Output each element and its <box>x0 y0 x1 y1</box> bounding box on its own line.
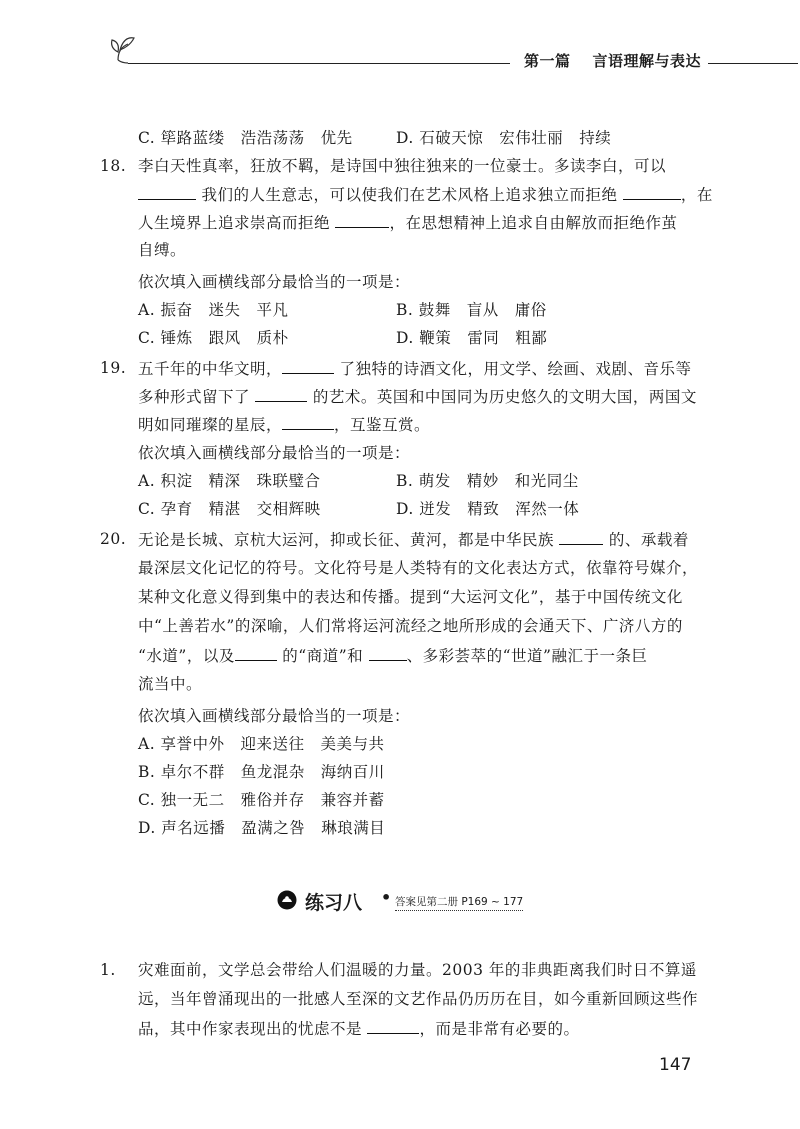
q20-text: 、多彩荟萃的“世道”融汇于一条巨 <box>406 647 648 665</box>
header-rule-left <box>128 63 510 64</box>
answer-blank <box>138 184 196 200</box>
q19-text: 多种形式留下了 <box>138 388 251 406</box>
exercise-separator: • <box>381 888 392 907</box>
q19-option-d: D. 迸发 精致 浑然一体 <box>396 500 580 518</box>
q18-text: 人生境界上追求崇高而拒绝 <box>138 214 331 232</box>
answer-blank <box>559 529 603 545</box>
q18-option-a: A. 振奋 迷失 平凡 <box>138 301 289 319</box>
q19-number: 19. <box>100 359 127 377</box>
q19-option-c: C. 孕育 精湛 交相辉映 <box>138 500 321 518</box>
q18-text: 我们的人生意志，可以使我们在艺术风格上追求独立而拒绝 <box>201 186 618 204</box>
q18-text: 李白天性真率，狂放不羁，是诗国中独往独来的一位豪士。多读李白，可以 <box>138 157 667 175</box>
q20-text: 中“上善若水”的深喻，人们常将运河流经之地所形成的会通天下、广济八方的 <box>138 617 683 635</box>
q18-text: 自缚。 <box>138 241 187 259</box>
q19-text: 的艺术。英国和中国同为历史悠久的文明大国，两国文 <box>312 388 697 406</box>
q20-text: 最深层文化记忆的符号。文化符号是人类特有的文化表达方式，依靠符号媒介， <box>138 559 699 577</box>
q18-option-c: C. 锤炼 跟风 质朴 <box>138 329 289 347</box>
q20-text: 某种文化意义得到集中的表达和传播。提到“大运河文化”，基于中国传统文化 <box>138 588 683 606</box>
q19-option-b: B. 萌发 精妙 和光同尘 <box>396 472 579 490</box>
answer-blank <box>335 212 389 228</box>
q20-text: 流当中。 <box>138 675 203 693</box>
answer-blank <box>369 645 407 661</box>
chapter-title: 言语理解与表达 <box>592 52 702 70</box>
answer-blank <box>367 1018 419 1034</box>
q19-text: 五千年的中华文明， <box>138 360 283 378</box>
q1-text: 品，其中作家表现出的忧虑不是 <box>138 1020 363 1038</box>
q18-text: ，在 <box>680 186 713 204</box>
q19-text: ，互鉴互赏。 <box>334 416 431 434</box>
answer-blank <box>282 358 334 374</box>
q18-number: 18. <box>100 157 127 175</box>
q20-text: 的“商道”和 <box>282 647 364 665</box>
answer-reference: 答案见第二册 P169 ~ 177 <box>395 894 523 911</box>
q17-option-c: C. 筚路蓝缕 浩浩荡荡 优先 <box>138 129 353 147</box>
answer-blank <box>235 645 277 661</box>
header-rule-right <box>708 63 798 64</box>
sprout-icon <box>108 30 148 66</box>
q17-option-d: D. 石破天惊 宏伟壮丽 持续 <box>396 129 612 147</box>
q1-text: ，而是非常有必要的。 <box>419 1020 580 1038</box>
q1-text: 远，当年曾涌现出的一批感人至深的文艺作品仍历历在目，如今重新回顾这些作 <box>138 990 699 1008</box>
q18-option-d: D. 鞭策 雷同 粗鄙 <box>396 329 548 347</box>
q20-number: 20. <box>100 530 127 548</box>
q19-text: 明如同璀璨的星辰， <box>138 416 283 434</box>
q19-option-a: A. 积淀 精深 珠联璧合 <box>138 472 321 490</box>
q1-number: 1. <box>100 961 116 979</box>
q20-text: 的、承载着 <box>608 531 689 549</box>
q18-text: ，在思想精神上追求自由解放而拒绝作茧 <box>389 214 678 232</box>
chapter-header <box>518 50 707 76</box>
answer-blank <box>255 386 307 402</box>
q20-text: 无论是长城、京杭大运河，抑或长征、黄河，都是中华民族 <box>138 531 555 549</box>
q1-text: 灾难面前，文学总会带给人们温暖的力量。2003 年的非典距离我们时日不算遥 <box>138 961 697 979</box>
flower-badge-icon <box>277 890 297 910</box>
answer-blank <box>282 414 334 430</box>
chapter-number: 第一篇 <box>524 52 571 70</box>
answer-blank <box>623 184 681 200</box>
q18-option-b: B. 鼓舞 盲从 庸俗 <box>396 301 547 319</box>
exercise-title: 练习八 <box>305 892 363 914</box>
q19-text: 了独特的诗酒文化，用文学、绘画、戏剧、音乐等 <box>339 360 692 378</box>
page-number: 147 <box>659 1055 692 1075</box>
q20-text: “水道”，以及 <box>138 647 235 665</box>
